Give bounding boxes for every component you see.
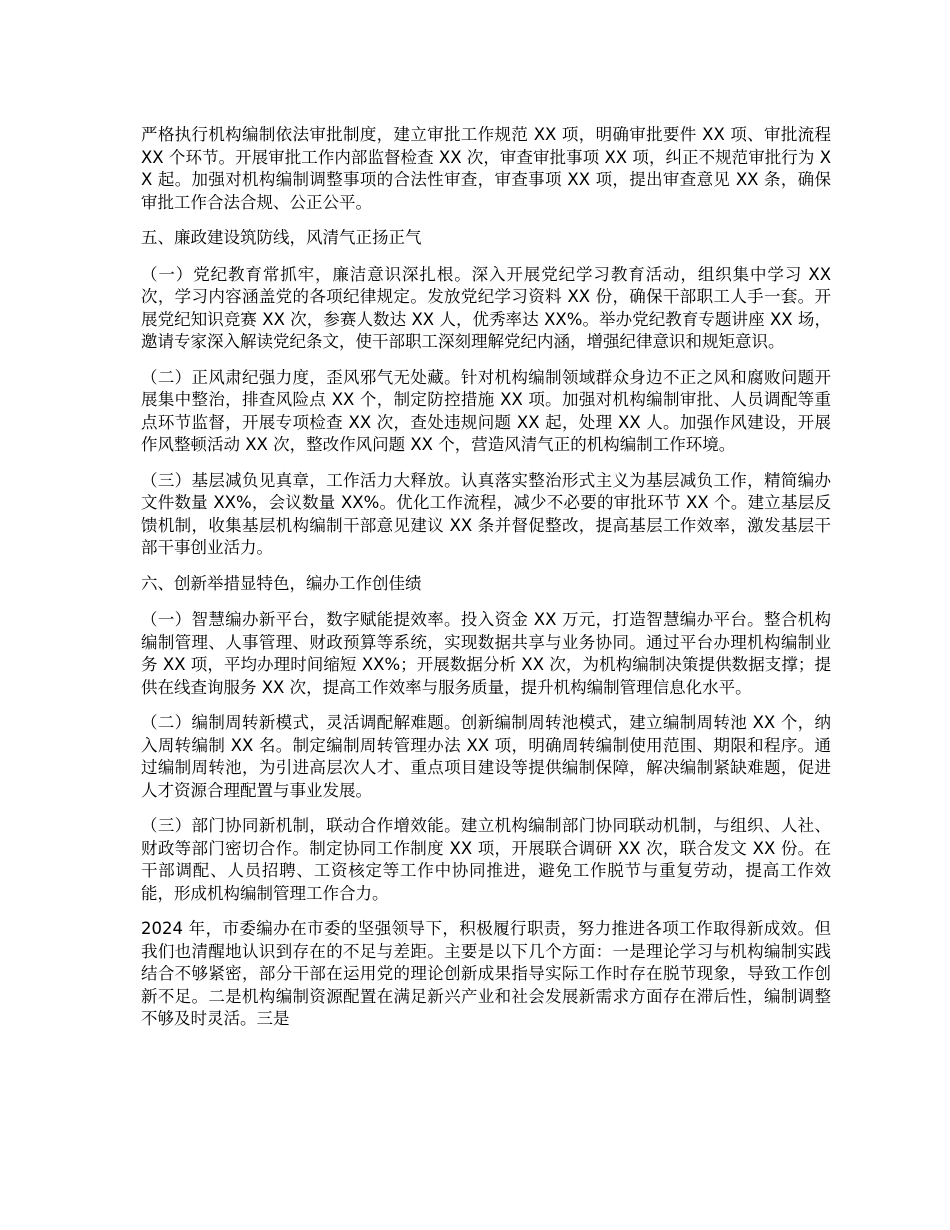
- paragraph-staffing-pool: （二）编制周转新模式，灵活调配解难题。创新编制周转池模式，建立编制周转池 XX 个，纳入周转编制 XX 名。制定编制周转管理办法 XX 项，明确周转编制使用范围、期限和程序。通过编制周转池，为引进高层次人才、重点项目建设等提供编制保障，解决编制紧缺难题，促进人才资源合理配置与事业发展。: [141, 713, 831, 800]
- paragraph-department-coordination: （三）部门协同新机制，联动合作增效能。建立机构编制部门协同联动机制，与组织、人社、财政等部门密切合作。制定协同工作制度 XX 项，开展联合调研 XX 次，联合发文 XX 份。在干部调配、人员招聘、工资核定等工作中协同推进，避免工作脱节与重复劳动，提高工作效能，形成机构编制管理工作合力。: [141, 816, 831, 903]
- paragraph-approval-system: 严格执行机构编制依法审批制度，建立审批工作规范 XX 项，明确审批要件 XX 项、审批流程 XX 个环节。开展审批工作内部监督检查 XX 次，审查审批事项 XX 项，纠正不规范审批行为 XX 起。加强对机构编制调整事项的合法性审查，审查事项 XX 项，提出审查意见 XX 条，确保审批工作合法合规、公正公平。: [141, 125, 831, 212]
- section-heading-innovation: 六、创新举措显特色，编办工作创佳绩: [141, 573, 422, 593]
- paragraph-discipline-education: （一）党纪教育常抓牢，廉洁意识深扎根。深入开展党纪学习教育活动，组织集中学习 XX 次，学习内容涵盖党的各项纪律规定。发放党纪学习资料 XX 份，确保干部职工人手一套。开展党纪知识竞赛 XX 次，参赛人数达 XX 人，优秀率达 XX%。举办党纪教育专题讲座 XX 场，邀请专家深入解读党纪条文，使干部职工深刻理解党纪内涵，增强纪律意识和规矩意识。: [141, 264, 831, 351]
- section-heading-integrity: 五、廉政建设筑防线，风清气正扬正气: [141, 228, 422, 247]
- paragraph-grassroots-relief: （三）基层减负见真章，工作活力大释放。认真落实整治形式主义为基层减负工作，精简编办文件数量 XX%，会议数量 XX%。优化工作流程，减少不必要的审批环节 XX 个。建立基层反馈机制，收集基层机构编制干部意见建议 XX 条并督促整改，提高基层工作效率，激发基层干部干事创业活力。: [141, 470, 831, 557]
- paragraph-summary-shortcomings: 2024 年，市委编办在市委的坚强领导下，积极履行职责，努力推进各项工作取得新成效。但我们也清醒地认识到存在的不足与差距。主要是以下几个方面：一是理论学习与机构编制实践结合不够紧密，部分干部在运用党的理论创新成果指导实际工作时存在脱节现象，导致工作创新不足。二是机构编制资源配置在满足新兴产业和社会发展新需求方面存在滞后性，编制调整不够及时灵活。三是: [141, 919, 831, 1028]
- paragraph-smart-platform: （一）智慧编办新平台，数字赋能提效率。投入资金 XX 万元，打造智慧编办平台。整合机构编制管理、人事管理、财政预算等系统，实现数据共享与业务协同。通过平台办理机构编制业务 XX 项，平均办理时间缩短 XX%；开展数据分析 XX 次，为机构编制决策提供数据支撑；提供在线查询服务 XX 次，提高工作效率与服务质量，提升机构编制管理信息化水平。: [141, 610, 831, 697]
- paragraph-rectify-conduct: （二）正风肃纪强力度，歪风邪气无处藏。针对机构编制领域群众身边不正之风和腐败问题开展集中整治，排查风险点 XX 个，制定防控措施 XX 项。加强对机构编制审批、人员调配等重点环节监督，开展专项检查 XX 次，查处违规问题 XX 起，处理 XX 人。加强作风建设，开展作风整顿活动 XX 次，整改作风问题 XX 个，营造风清气正的机构编制工作环境。: [141, 367, 831, 454]
- document-page: [141, 124, 831, 1044]
